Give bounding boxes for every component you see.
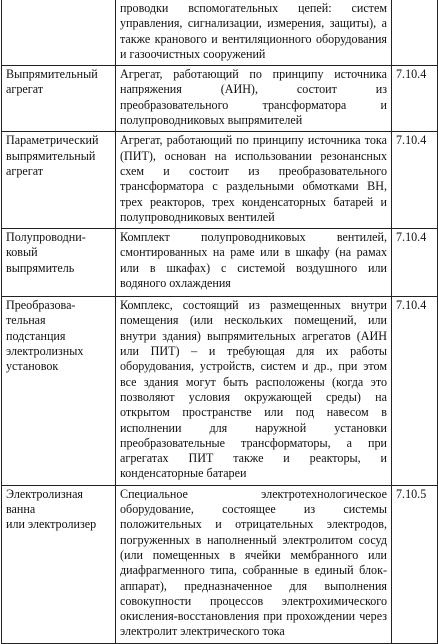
table-row — [2, 132, 438, 229]
terms-table — [1, 0, 438, 644]
definition-cell: Агрегат, работающий по принципу источника напряжения (АИН), состоит из преобразовательного трансформатора и полупроводниковых выпрямителей — [116, 66, 392, 132]
table-row — [2, 66, 438, 132]
term-cell: Электролизная ванна или электролизер — [2, 485, 116, 643]
reference-cell: 7.10.4 — [392, 132, 438, 229]
term-cell: Параметрический выпрямительный агрегат — [2, 132, 116, 229]
table-row — [2, 297, 438, 486]
term-cell: Преобразова- тельная подстанция электролизных установок — [2, 297, 116, 486]
reference-cell: 7.10.4 — [392, 297, 438, 486]
term-cell — [2, 0, 116, 66]
table-row — [2, 229, 438, 297]
term-cell: Выпрямительный агрегат — [2, 66, 116, 132]
reference-cell: 7.10.5 — [392, 485, 438, 643]
term-cell: Полупроводни- ковый выпрямитель — [2, 229, 116, 297]
definition-cell: Агрегат, работающий по принципу источника тока (ПИТ), основан на использовании резонансных схем и состоит из преобразовательного трансформатора с раздельными обмотками ВН, трех реакторов, трех конденсаторных батарей и полупроводниковых вентилей — [116, 132, 392, 229]
reference-cell — [392, 0, 438, 66]
definition-cell: Комплекс, состоящий из размещенных внутри помещения (или нескольких помещений, или внутри здания) выпрямительных агрегатов (АИН или ПИТ) – и требующая для их работы оборудования, устройств, систем и др., при этом все здания могут быть расположены (когда это позволяют условия окружающей среды) на открытом пространстве или под навесом в исполнении для наружной установки преобразовательные трансформаторы, а при агрегатах ПИТ также и реакторы, и конденсаторные батареи — [116, 297, 392, 486]
definition-cell: Специальное электротехнологическое оборудование, состоящее из системы положительных и отрицательных электродов, погруженных в наполненный электролитом сосуд (или помещенных в ячейки мембранного или диафрагменного типа, собранные в единый блок-аппарат), предназначенное для выполнения совокупности процессов электрохимического окисления-восстановления при прохождении через электролит электрического тока — [116, 485, 392, 643]
reference-cell: 7.10.4 — [392, 66, 438, 132]
reference-cell: 7.10.4 — [392, 229, 438, 297]
table-row — [2, 485, 438, 643]
definition-cell: Комплект полупроводниковых вентилей, смонтированных на раме или в шкафу (на рамах или в шкафах) с системой воздушного или водяного охлаждения — [116, 229, 392, 297]
table-row — [2, 0, 438, 66]
definition-cell: проводки вспомогательных цепей: систем управления, сигнализации, измерения, защиты), а также кранового и вентиляционного оборудования и газоочистных сооружений — [116, 0, 392, 66]
